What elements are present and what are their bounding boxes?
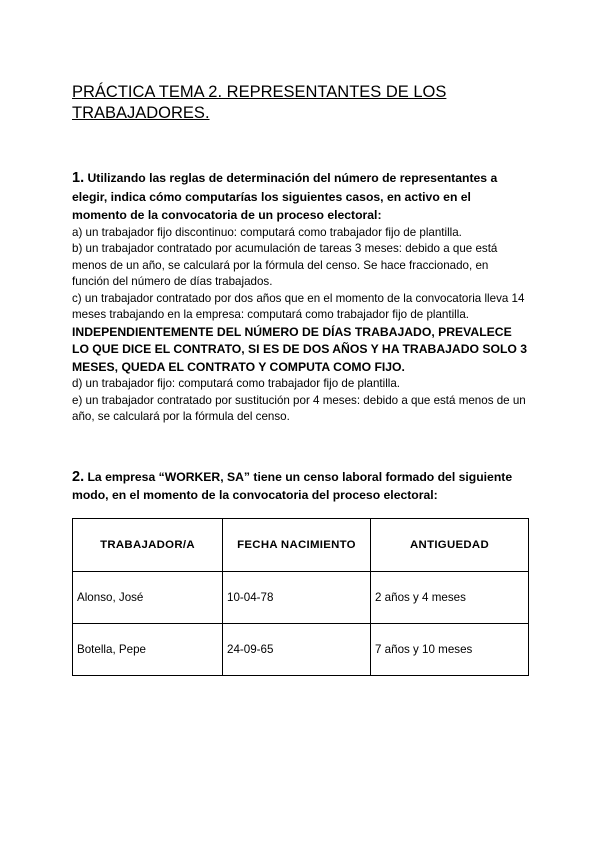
question-2-text: La empresa “WORKER, SA” tiene un censo laboral formado del siguiente modo, en el momento de la convocatoria del proceso electoral: [72,469,513,502]
title-line-2: TRABAJADORES. [72,104,210,122]
answer-d: d) un trabajador fijo: computará como trabajador fijo de plantilla. [72,377,401,390]
question-1-number: 1. [72,170,85,186]
answer-c-bold: INDEPENDIENTEMENTE DEL NÚMERO DE DÍAS TRABAJADO, PREVALECE LO QUE DICE EL CONTRATO, SI ES DE DOS AÑOS Y HA TRABAJADO SOLO 3 MESES, QUEDA EL CONTRATO Y COMPUTA COMO FIJO. [72,324,528,374]
document-title [72,82,528,124]
census-table [72,518,529,676]
question-1-text: Utilizando las reglas de determinación del número de representantes a elegir, indica cómo computarías los siguientes casos, en activo en el momento de la convocatoria de un proceso electoral: [72,171,498,222]
table-row [73,623,529,675]
cell-birthdate: 10-04-78 [223,571,371,623]
answer-c [72,291,528,377]
cell-birthdate: 24-09-65 [223,623,371,675]
question-1 [72,169,528,225]
question-2 [72,468,528,505]
document-page [72,82,528,676]
title-line-1: PRÁCTICA TEMA 2. REPRESENTANTES DE LOS [72,83,447,101]
answer-e: e) un trabajador contratado por sustitución por 4 meses: debido a que está menos de un año, se calculará por la fórmula del censo. [72,393,526,423]
table-row [73,571,529,623]
header-trabajador: TRABAJADOR/A [73,518,223,571]
cell-name: Alonso, José [73,571,223,623]
table-header-row [73,518,529,571]
answer-b: b) un trabajador contratado por acumulación de tareas 3 meses: debido a que está menos de un año, se calculará por la fórmula del censo. Se hace fraccionado, en función del número de días trabajados. [72,242,498,288]
header-fecha-nacimiento: FECHA NACIMIENTO [223,518,371,571]
answer-a: a) un trabajador fijo discontinuo: computará como trabajador fijo de plantilla. [72,225,462,239]
cell-seniority: 2 años y 4 meses [371,571,529,623]
header-antiguedad: ANTIGUEDAD [371,518,529,571]
answer-c-text: c) un trabajador contratado por dos años que en el momento de la convocatoria lleva 14 meses trabajando en la empresa: computará como trabajador fijo de plantilla. [72,291,525,321]
cell-seniority: 7 años y 10 meses [371,623,529,675]
question-2-number: 2. [72,468,85,485]
cell-name: Botella, Pepe [73,623,223,675]
